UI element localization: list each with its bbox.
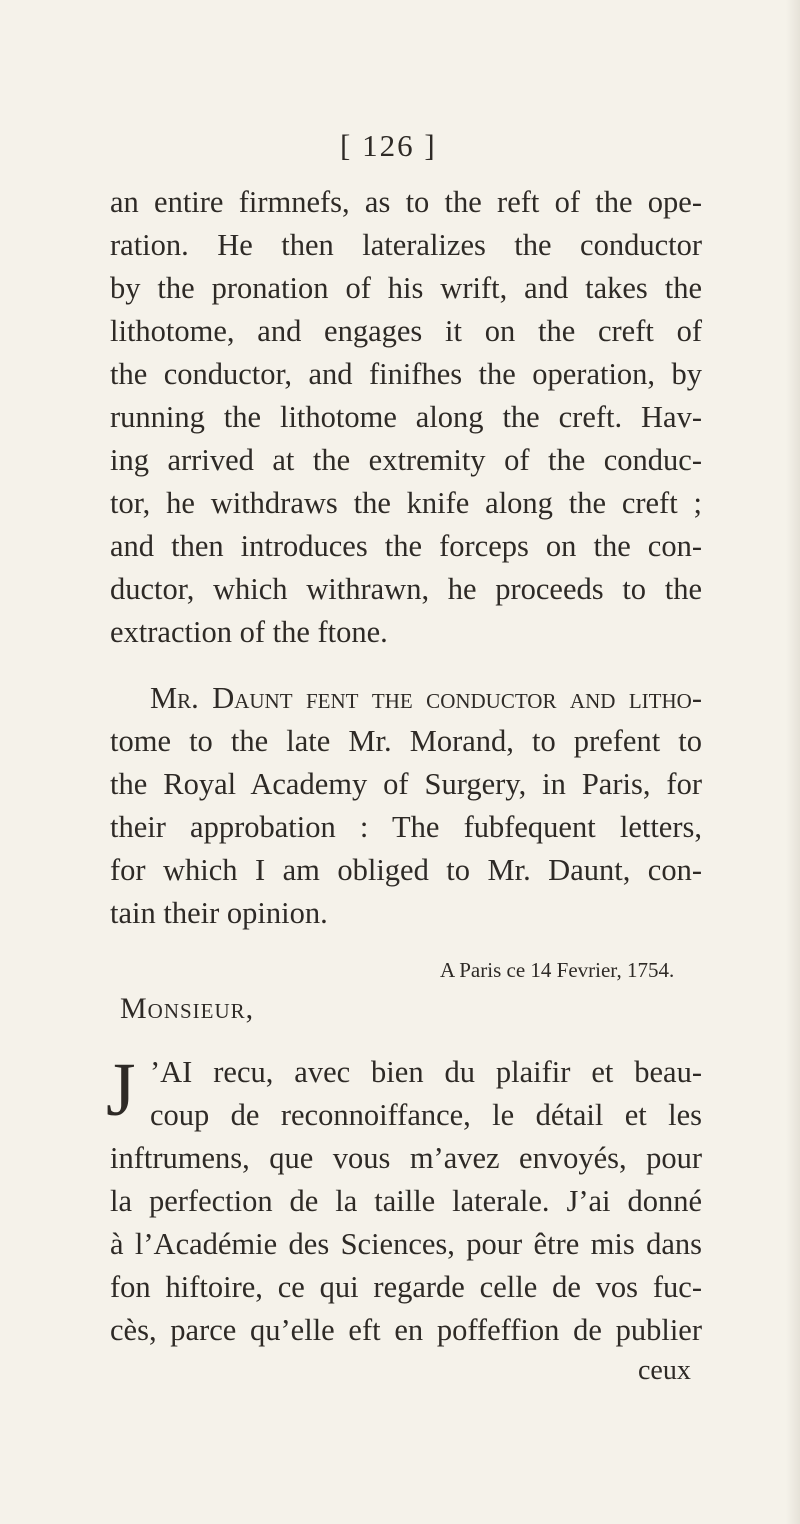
text-line: à l’Académie des Sciences, pour être mis dans — [110, 1227, 702, 1261]
text-line: fon hiftoire, ce qui regarde celle de vos fuc- — [110, 1270, 702, 1304]
text-line: the conductor, and finifhes the operation, by — [110, 357, 702, 391]
text-line-content: Mr. Daunt fent the conductor and litho- — [150, 681, 702, 715]
text-line: running the lithotome along the creft. Hav- — [110, 400, 702, 434]
text-line: for which I am obliged to Mr. Daunt, con- — [110, 853, 702, 887]
text-line: tain their opinion. — [110, 896, 328, 930]
letter-salutation: Monsieur, — [120, 992, 255, 1025]
text-line: ing arrived at the extremity of the conduc- — [110, 443, 702, 477]
text-line: lithotome, and engages it on the creft of — [110, 314, 702, 348]
text-line: and then introduces the forceps on the con- — [110, 529, 702, 563]
text-line — [150, 678, 702, 718]
page-edge-shadow — [786, 0, 800, 1524]
text-line: ’AI recu, avec bien du plaifir et beau- — [150, 1055, 702, 1089]
text-line: an entire firmnefs, as to the reft of the ope- — [110, 185, 702, 219]
text-line: ration. He then lateralizes the conductor — [110, 228, 702, 262]
text-line: their approbation : The fubfequent letters, — [110, 810, 702, 844]
text-line: coup de reconnoiffance, le détail et les — [150, 1098, 702, 1132]
letter-dateline: A Paris ce 14 Fevrier, 1754. — [440, 958, 675, 982]
text-line: la perfection de la taille laterale. J’ai donné — [110, 1184, 702, 1218]
drop-cap: J — [106, 1048, 136, 1132]
text-line: ductor, which withrawn, he proceeds to the — [110, 572, 702, 606]
text-line: cès, parce qu’elle eft en poffeffion de publier — [110, 1313, 702, 1347]
text-line: tome to the late Mr. Morand, to prefent to — [110, 724, 702, 758]
text-line: the Royal Academy of Surgery, in Paris, for — [110, 767, 702, 801]
text-line: by the pronation of his wrift, and takes the — [110, 271, 702, 305]
catchword: ceux — [638, 1355, 691, 1386]
page-number-header: [ 126 ] — [340, 128, 437, 163]
text-line: inftrumens, que vous m’avez envoyés, pour — [110, 1141, 702, 1175]
text-line: tor, he withdraws the knife along the creft ; — [110, 486, 702, 520]
text-line: extraction of the ftone. — [110, 615, 388, 649]
